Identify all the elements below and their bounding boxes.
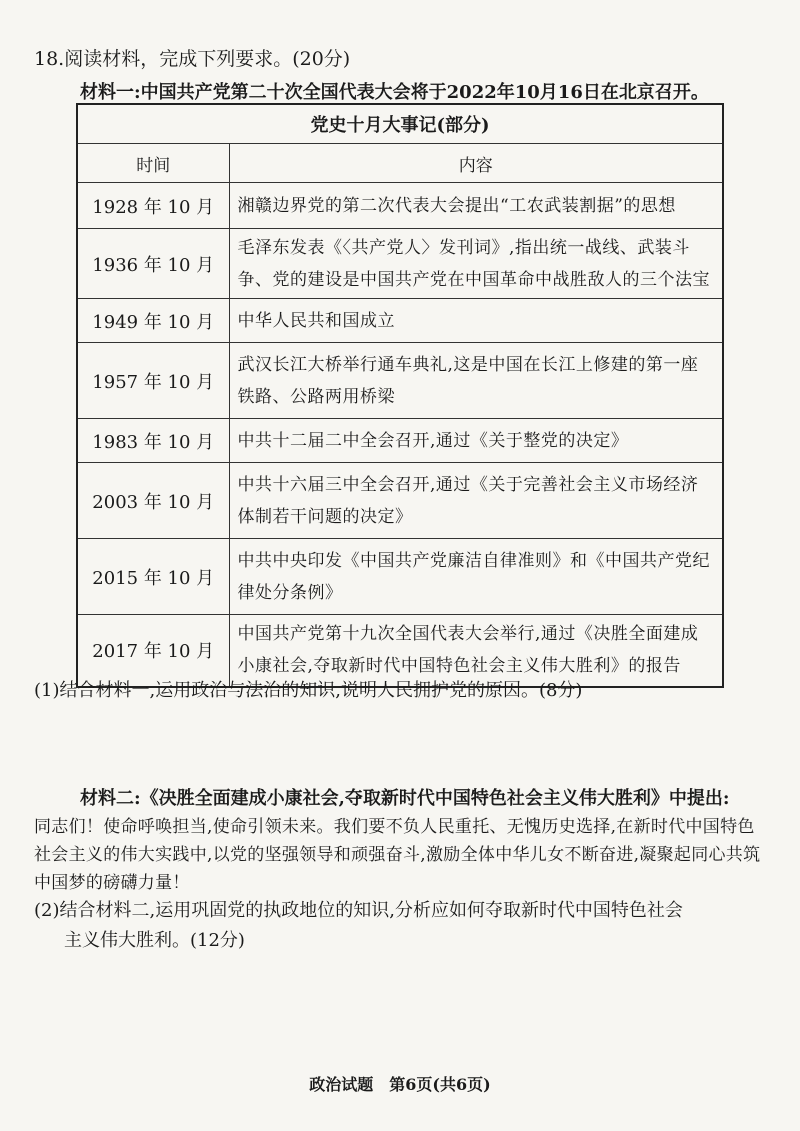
table-row (77, 343, 723, 419)
row-content: 湘赣边界党的第二次代表大会提出“工农武装割据”的思想 (229, 183, 723, 229)
row-time: 1983 年 10 月 (77, 419, 229, 463)
row-time: 1949 年 10 月 (77, 299, 229, 343)
table-row (77, 183, 723, 229)
row-content: 中共十六届三中全会召开,通过《关于完善社会主义市场经济体制若干问题的决定》 (229, 463, 723, 539)
row-time: 1936 年 10 月 (77, 229, 229, 299)
table-row (77, 539, 723, 615)
row-content: 中国共产党第十九次全国代表大会举行,通过《决胜全面建成小康社会,夺取新时代中国特色社会主义伟大胜利》的报告 (229, 615, 723, 687)
row-time: 1957 年 10 月 (77, 343, 229, 419)
row-content: 中共十二届二中全会召开,通过《关于整党的决定》 (229, 419, 723, 463)
table-row (77, 463, 723, 539)
row-time: 2017 年 10 月 (77, 615, 229, 687)
row-content: 中共中央印发《中国共产党廉洁自律准则》和《中国共产党纪律处分条例》 (229, 539, 723, 615)
header-time: 时间 (77, 144, 229, 183)
row-content: 武汉长江大桥举行通车典礼,这是中国在长江上修建的第一座铁路、公路两用桥梁 (229, 343, 723, 419)
question-2 (34, 896, 769, 956)
row-time: 1928 年 10 月 (77, 183, 229, 229)
party-history-table (76, 103, 724, 688)
page-footer: 政治试题 第6页(共6页) (309, 1075, 491, 1094)
row-time: 2003 年 10 月 (77, 463, 229, 539)
header-content: 内容 (229, 144, 723, 183)
material2-body: 同志们！使命呼唤担当,使命引领未来。我们要不负人民重托、无愧历史选择,在新时代中国特色社会主义的伟大实践中,以党的坚强领导和顽强奋斗,激励全体中华儿女不断奋进,凝聚起同心共筑中国梦的磅礴力量！ (34, 817, 761, 893)
row-content: 中华人民共和国成立 (229, 299, 723, 343)
row-content: 毛泽东发表《〈共产党人〉发刊词》,指出统一战线、武装斗争、党的建设是中国共产党在中国革命中战胜敌人的三个法宝 (229, 229, 723, 299)
question-title: 18.阅读材料，完成下列要求。(20分) (34, 48, 351, 70)
material1-intro: 材料一:中国共产党第二十次全国代表大会将于2022年10月16日在北京召开。 (80, 82, 709, 103)
question-2-line1: (2)结合材料二,运用巩固党的执政地位的知识,分析应如何夺取新时代中国特色社会 (34, 900, 683, 921)
question-2-line2: 主义伟大胜利。(12分) (64, 930, 245, 951)
row-time: 2015 年 10 月 (77, 539, 229, 615)
table-caption: 党史十月大事记(部分) (77, 104, 723, 144)
table-row (77, 229, 723, 299)
table-row (77, 299, 723, 343)
material2-intro: 材料二:《决胜全面建成小康社会,夺取新时代中国特色社会主义伟大胜利》中提出: (80, 788, 730, 809)
question-1: (1)结合材料一,运用政治与法治的知识,说明人民拥护党的原因。(8分) (34, 680, 583, 701)
table-row (77, 419, 723, 463)
